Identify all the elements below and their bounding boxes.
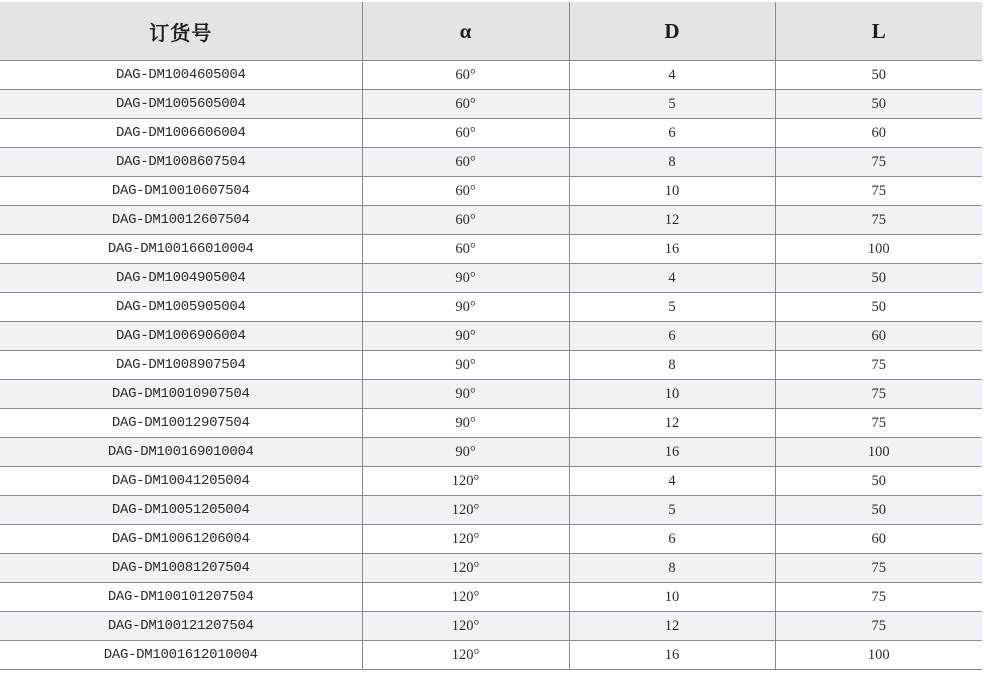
cell-order-number: DAG-DM10081207504 [0,554,362,583]
cell-length: 75 [775,206,982,235]
cell-alpha-angle: 90° [362,322,569,351]
cell-order-number: DAG-DM10010907504 [0,380,362,409]
cell-order-number: DAG-DM1008607504 [0,148,362,177]
cell-length: 100 [775,235,982,264]
table-row [0,148,982,177]
cell-alpha-angle: 120° [362,583,569,612]
cell-length: 50 [775,264,982,293]
cell-diameter: 12 [569,612,775,641]
table-row [0,90,982,119]
cell-diameter: 16 [569,641,775,670]
cell-length: 75 [775,148,982,177]
cell-order-number: DAG-DM10012607504 [0,206,362,235]
cell-length: 75 [775,409,982,438]
cell-alpha-angle: 90° [362,380,569,409]
header-order-number: 订货号 [0,2,362,61]
cell-diameter: 16 [569,235,775,264]
cell-diameter: 4 [569,61,775,90]
table-row [0,61,982,90]
cell-order-number: DAG-DM10041205004 [0,467,362,496]
cell-diameter: 16 [569,438,775,467]
cell-diameter: 6 [569,322,775,351]
table-row [0,380,982,409]
cell-length: 50 [775,293,982,322]
cell-diameter: 5 [569,90,775,119]
cell-length: 75 [775,583,982,612]
cell-order-number: DAG-DM1004605004 [0,61,362,90]
cell-alpha-angle: 120° [362,496,569,525]
cell-diameter: 12 [569,409,775,438]
cell-alpha-angle: 120° [362,641,569,670]
cell-order-number: DAG-DM1008907504 [0,351,362,380]
table-row [0,409,982,438]
cell-diameter: 10 [569,380,775,409]
cell-order-number: DAG-DM10010607504 [0,177,362,206]
cell-order-number: DAG-DM1005605004 [0,90,362,119]
cell-order-number: DAG-DM10061206004 [0,525,362,554]
cell-length: 75 [775,554,982,583]
table-row [0,177,982,206]
table-row [0,351,982,380]
product-spec-table [0,2,982,670]
cell-alpha-angle: 90° [362,438,569,467]
cell-alpha-angle: 60° [362,235,569,264]
table-row [0,293,982,322]
cell-alpha-angle: 90° [362,264,569,293]
cell-diameter: 8 [569,148,775,177]
cell-length: 60 [775,119,982,148]
cell-order-number: DAG-DM1001612010004 [0,641,362,670]
table-row [0,641,982,670]
cell-alpha-angle: 60° [362,119,569,148]
cell-length: 50 [775,496,982,525]
table-row [0,264,982,293]
cell-alpha-angle: 60° [362,206,569,235]
cell-diameter: 10 [569,177,775,206]
header-diameter: D [569,2,775,61]
cell-diameter: 8 [569,554,775,583]
cell-length: 60 [775,322,982,351]
cell-diameter: 6 [569,119,775,148]
cell-alpha-angle: 120° [362,467,569,496]
cell-length: 100 [775,438,982,467]
table-row [0,612,982,641]
cell-diameter: 6 [569,525,775,554]
cell-alpha-angle: 90° [362,409,569,438]
table-row [0,583,982,612]
cell-alpha-angle: 60° [362,61,569,90]
cell-length: 100 [775,641,982,670]
cell-order-number: DAG-DM10051205004 [0,496,362,525]
cell-diameter: 5 [569,293,775,322]
cell-length: 60 [775,525,982,554]
header-row [0,2,982,61]
cell-alpha-angle: 90° [362,293,569,322]
header-length: L [775,2,982,61]
cell-alpha-angle: 120° [362,612,569,641]
table-row [0,554,982,583]
cell-length: 75 [775,380,982,409]
table-row [0,496,982,525]
header-alpha-angle: α [362,2,569,61]
cell-diameter: 4 [569,467,775,496]
cell-alpha-angle: 60° [362,177,569,206]
table-body [0,61,982,670]
cell-length: 50 [775,90,982,119]
cell-order-number: DAG-DM1006606004 [0,119,362,148]
table-row [0,206,982,235]
table-row [0,322,982,351]
table-row [0,525,982,554]
cell-order-number: DAG-DM100121207504 [0,612,362,641]
table-row [0,438,982,467]
table-row [0,119,982,148]
table-row [0,467,982,496]
cell-order-number: DAG-DM100166010004 [0,235,362,264]
cell-order-number: DAG-DM10012907504 [0,409,362,438]
table-row [0,235,982,264]
table-header [0,2,982,61]
cell-alpha-angle: 60° [362,148,569,177]
cell-alpha-angle: 120° [362,554,569,583]
cell-diameter: 10 [569,583,775,612]
cell-length: 75 [775,612,982,641]
cell-diameter: 5 [569,496,775,525]
cell-order-number: DAG-DM1004905004 [0,264,362,293]
cell-order-number: DAG-DM100101207504 [0,583,362,612]
cell-alpha-angle: 60° [362,90,569,119]
cell-length: 75 [775,351,982,380]
cell-length: 75 [775,177,982,206]
cell-diameter: 8 [569,351,775,380]
cell-order-number: DAG-DM1006906004 [0,322,362,351]
cell-diameter: 4 [569,264,775,293]
cell-alpha-angle: 120° [362,525,569,554]
cell-order-number: DAG-DM1005905004 [0,293,362,322]
cell-length: 50 [775,467,982,496]
cell-order-number: DAG-DM100169010004 [0,438,362,467]
cell-alpha-angle: 90° [362,351,569,380]
cell-length: 50 [775,61,982,90]
cell-diameter: 12 [569,206,775,235]
